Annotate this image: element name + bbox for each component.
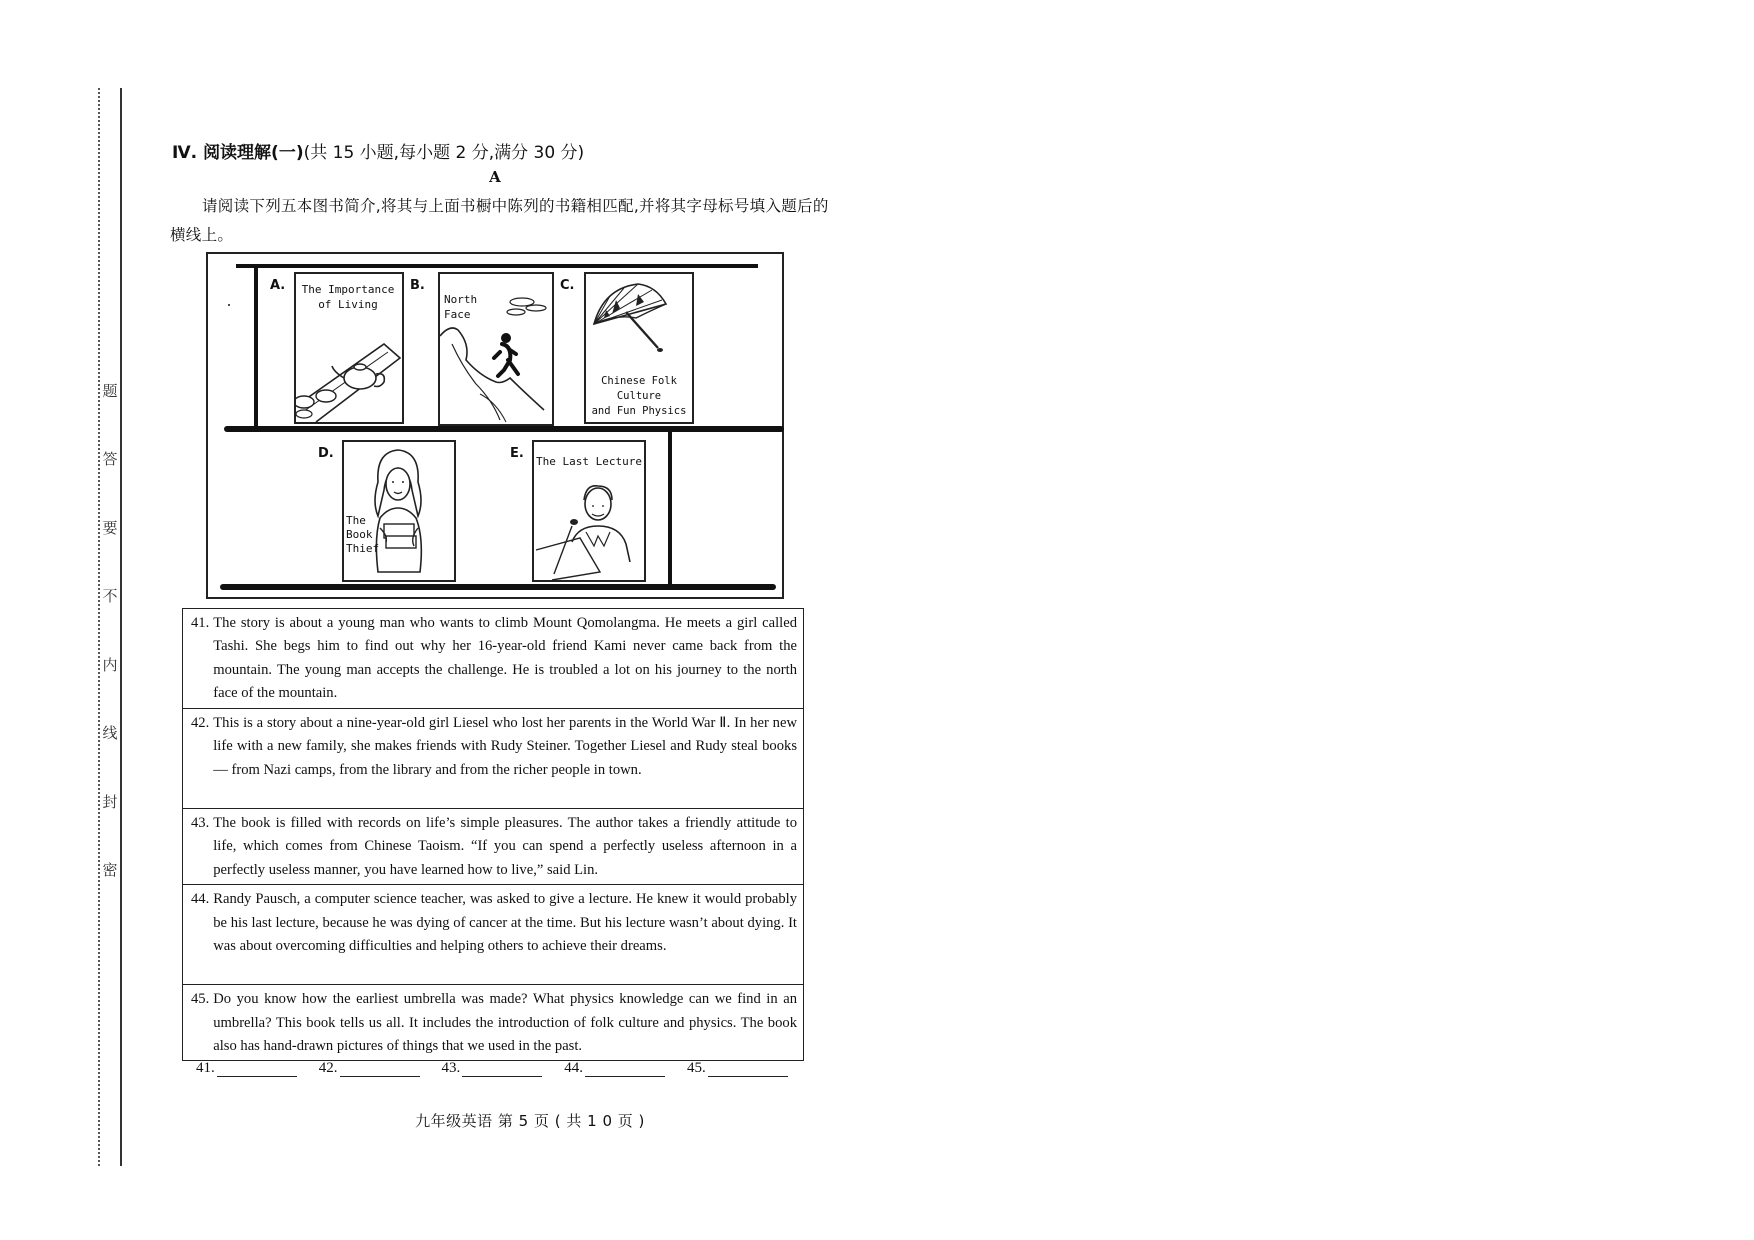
book-letter-c: C. [560, 278, 575, 293]
question-row-43 [183, 809, 804, 885]
page-footer: 九年级英语 第 5 页 ( 共 1 0 页 ) [415, 1112, 645, 1130]
question-row-42 [183, 709, 804, 809]
answer-item-45 [687, 1060, 788, 1077]
instruction-text: 请阅读下列五本图书简介,将其与上面书橱中陈列的书籍相匹配,并将其字母标号填入题后的横线上。 [170, 197, 829, 244]
question-cell [183, 885, 804, 985]
question-cell [183, 809, 804, 885]
question-text: The book is filled with records on life’s simple pleasures. The author takes a friendly attitude to life, which comes from Chinese Taoism. “If you can spend a perfectly useless afternoon in a perfectly useless manner, you have learned how to live,” said Lin. [213, 815, 797, 878]
shelf-dot [228, 304, 230, 306]
lecturer-icon [534, 442, 644, 580]
bookshelf-illustration [206, 252, 784, 599]
question-text: Randy Pausch, a computer science teacher, was asked to give a lecture. He knew it would probably be his last lecture, because he was dying of cancer at the time. But his lecture wasn’t about dying. It was about overcoming difficulties and helping others to achieve their dreams. [213, 891, 797, 955]
binding-char: 线 [102, 724, 118, 743]
question-text: The story is about a young man who wants to climb Mount Qomolangma. He meets a girl called Tashi. She begs him to find out why her 16-year-old friend Kami never came back from the mountain. The young man accepts the challenge. He is troubled a lot on his journey to the north face of the mountain. [213, 615, 797, 702]
book-letter-e: E. [510, 446, 524, 461]
book-d-title [346, 514, 380, 556]
answer-blanks [196, 1060, 816, 1077]
section-title [172, 138, 584, 163]
question-text: This is a story about a nine-year-old girl Liesel who lost her parents in the World War Ⅱ. In her new life with a new family, she makes friends with Rudy Steiner. Together Liesel and Rudy steal books — from Nazi camps, from the library and from the richer people in town. [213, 715, 797, 778]
question-cell [183, 709, 804, 809]
answer-number: 44. [564, 1060, 583, 1076]
question-row-44 [183, 885, 804, 985]
book-c-title [587, 374, 691, 419]
answer-blank-45[interactable] [708, 1060, 788, 1077]
question-number: 43. [191, 815, 210, 831]
section-numeral: Ⅳ. [172, 143, 198, 163]
answer-number: 41. [196, 1060, 215, 1076]
binding-solid-line [120, 88, 122, 1166]
book-b-cover [438, 272, 554, 426]
section-name: 阅读理解(一) [203, 143, 304, 163]
part-label: A [489, 168, 501, 186]
book-letter-d: D. [318, 446, 334, 461]
answer-number: 42. [318, 1060, 338, 1076]
book-title-line: Book [346, 528, 373, 541]
book-e-cover [532, 440, 646, 582]
question-text: Do you know how the earliest umbrella was made? What physics knowledge can we find in an umbrella? This book tells us all. It includes the introduction of folk culture and physics. The book also has hand-drawn pictures of things that we used in the past. [213, 991, 797, 1055]
section-scoring: (共 15 小题,每小题 2 分,满分 30 分) [303, 143, 585, 163]
teapot-icon [296, 274, 402, 422]
book-c-cover [584, 272, 694, 424]
book-a-cover [294, 272, 404, 424]
book-title-line: of Living [318, 298, 378, 311]
question-number: 42. [191, 715, 210, 731]
answer-blank-42[interactable] [340, 1060, 420, 1077]
book-title-line: The Importance [301, 283, 395, 296]
mountain-climber-icon [440, 274, 552, 424]
question-row-45 [183, 985, 804, 1061]
binding-char: 不 [102, 587, 118, 606]
book-letter-a: A. [270, 278, 286, 293]
shelf-middle-plank [224, 426, 784, 432]
binding-char: 答 [102, 450, 118, 469]
answer-blank-43[interactable] [462, 1060, 542, 1077]
answer-number: 45. [687, 1060, 706, 1076]
question-number: 44. [191, 891, 210, 908]
book-title-line: and Fun Physics [591, 405, 687, 417]
answer-item-42 [319, 1060, 420, 1077]
book-d-cover [342, 440, 456, 582]
answer-item-41 [196, 1060, 297, 1077]
answer-blank-44[interactable] [585, 1060, 665, 1077]
shelf-bottom-plank [220, 584, 776, 590]
book-title-line: North Face [444, 293, 478, 321]
book-title-line: The [346, 514, 366, 527]
shelf-post [668, 428, 672, 590]
question-number: 45. [191, 991, 210, 1008]
answer-blank-41[interactable] [217, 1060, 297, 1077]
answer-number: 43. [441, 1060, 461, 1076]
question-row-41 [183, 609, 804, 709]
answer-item-43 [442, 1060, 543, 1077]
shelf-top-rail [236, 264, 758, 268]
question-cell [183, 985, 804, 1061]
binding-warning-text [100, 380, 120, 880]
shelf-post [254, 264, 258, 432]
answer-item-44 [564, 1060, 665, 1077]
questions-table [182, 608, 804, 1061]
book-letter-b: B. [410, 278, 425, 293]
book-title-line: The Last Lecture [536, 455, 642, 468]
question-number: 41. [191, 615, 210, 631]
binding-char: 题 [102, 382, 118, 400]
binding-char: 要 [102, 518, 118, 537]
book-title-line: Thief [346, 542, 380, 555]
book-title-line: Chinese Folk Culture [601, 375, 677, 402]
binding-char: 封 [102, 792, 118, 811]
girl-holding-books-icon [344, 442, 454, 580]
question-cell [183, 609, 804, 709]
binding-char: 内 [102, 655, 118, 674]
binding-char: 密 [102, 860, 118, 879]
